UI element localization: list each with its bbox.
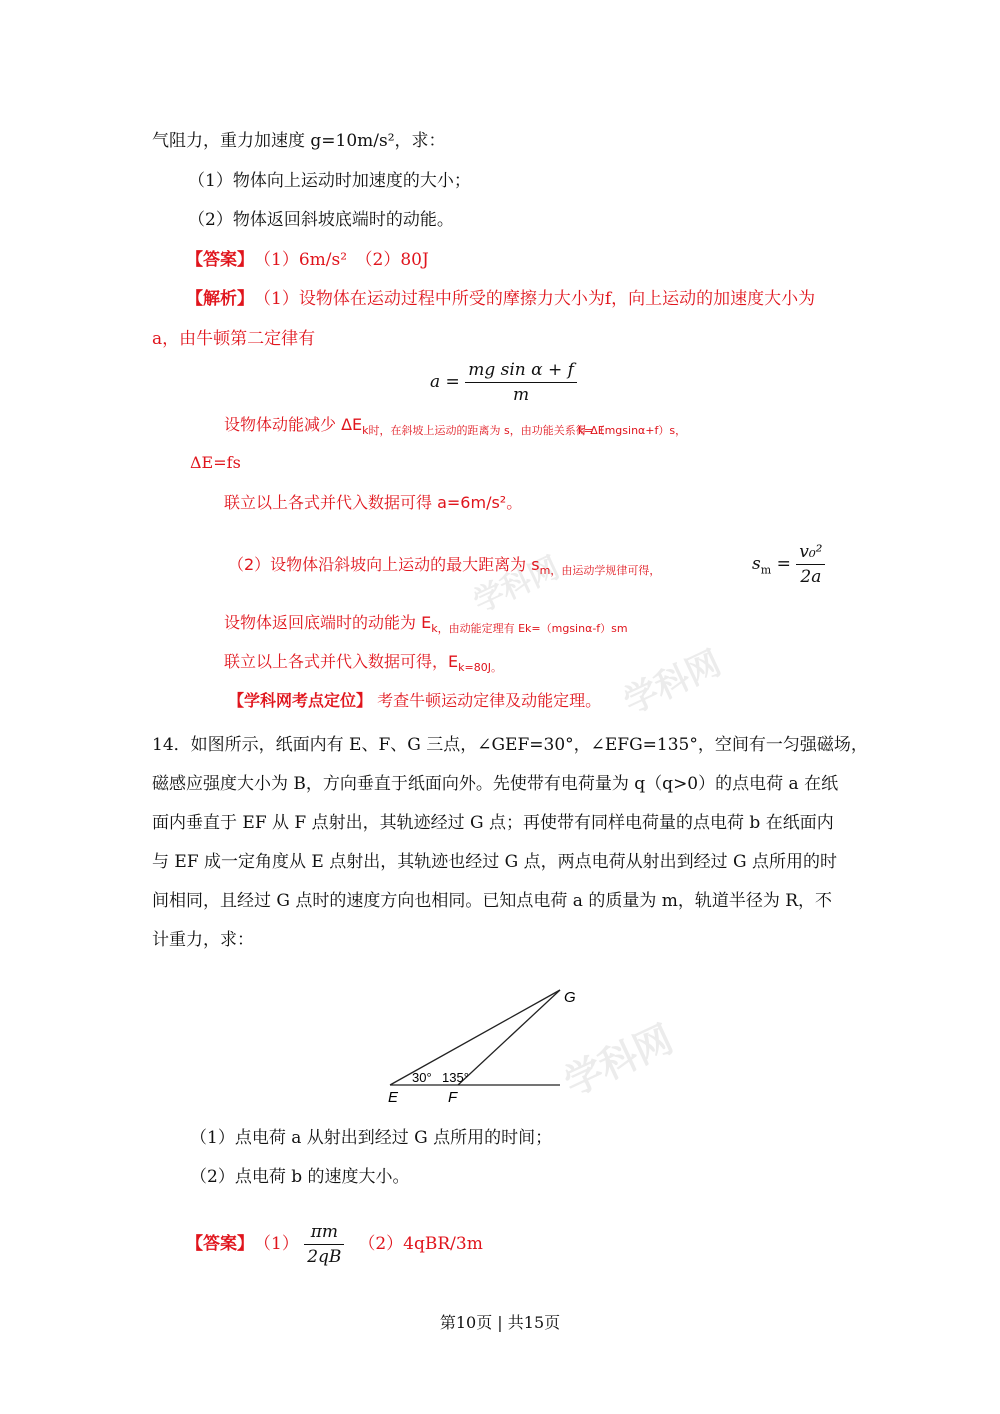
analysis-line: 联立以上各式并代入数据可得 a=6m/s²。	[224, 493, 523, 512]
analysis-text: m	[616, 622, 628, 636]
analysis-line	[578, 413, 686, 437]
eq2-sub: m	[760, 563, 772, 577]
watermark: 学科网	[468, 550, 565, 621]
angle-F-label: 135°	[442, 1070, 469, 1085]
eq1-denominator: m	[513, 385, 530, 405]
watermark: 学科网	[617, 642, 728, 723]
answer-text: （2）4qBR/3m	[366, 1234, 483, 1254]
eq1-lhs: a =	[430, 372, 460, 392]
eq2-fraction	[796, 540, 825, 589]
watermark: 学科网	[557, 1016, 680, 1105]
eq2-lhs: s	[752, 554, 761, 574]
equation-1	[430, 358, 577, 407]
analysis-text: k，由动能定理有 E	[431, 622, 526, 636]
analysis-line	[186, 287, 815, 311]
analysis-text: 设物体动能减少 ΔE	[224, 415, 363, 434]
knowledge-tag: 【学科网考点定位】	[228, 691, 373, 710]
analysis-line: ΔE=fs	[190, 453, 241, 472]
label-E: E	[388, 1089, 399, 1105]
analysis-text: k=（mgsinα+f）s，	[578, 424, 687, 438]
eq1-fraction	[465, 358, 577, 407]
page-footer: 第10页 | 共15页	[439, 1313, 561, 1332]
knowledge-text: 考查牛顿运动定律及动能定理。	[377, 691, 602, 710]
eq1-numerator: mg sin α + f	[465, 358, 577, 383]
analysis-text: （2）设物体沿斜坡向上运动的最大距离为 s	[228, 555, 540, 574]
analysis-text: m，由运动学规律可得，	[539, 564, 661, 578]
analysis-tag: 【解析】	[186, 289, 246, 309]
question-line: 气阻力，重力加速度 g=10m/s²，求：	[152, 131, 446, 151]
line-FG	[458, 990, 560, 1085]
question-line: 与 EF 成一定角度从 E 点射出，其轨迹也经过 G 点，两点电荷从射出到经过 G 点所用的时	[152, 852, 838, 872]
question-line: （2）物体返回斜坡底端时的动能。	[188, 210, 454, 230]
eq2-equals: =	[771, 554, 791, 574]
answer-tag: 【答案】	[186, 1234, 246, 1254]
analysis-line	[228, 553, 660, 577]
answer-tag: 【答案】	[186, 250, 246, 270]
geometry-figure	[380, 980, 600, 1105]
sub-question: （2）点电荷 b 的速度大小。	[190, 1167, 410, 1187]
label-F: F	[448, 1089, 458, 1105]
question-line: 间相同，且经过 G 点时的速度方向也相同。已知点电荷 a 的质量为 m，轨道半径为 R，不	[152, 891, 833, 911]
label-G: G	[564, 989, 576, 1006]
analysis-line	[224, 611, 628, 635]
analysis-text: k=80J。	[458, 661, 502, 675]
knowledge-point	[228, 689, 601, 713]
question-line: （1）物体向上运动时加速度的大小；	[188, 171, 471, 191]
eq2-numerator: v₀²	[796, 540, 825, 565]
answer-denominator: 2qB	[307, 1247, 342, 1267]
answer-text: （1）	[262, 1234, 299, 1254]
analysis-line	[224, 650, 502, 674]
equation-2	[752, 540, 825, 589]
answer-line	[186, 1220, 483, 1269]
answer-fraction	[304, 1220, 344, 1269]
analysis-text: k时，在斜坡上运动的距离为 s，由功能关系得 ΔE	[362, 424, 605, 438]
answer-numerator: πm	[304, 1220, 344, 1245]
answer-line	[186, 248, 429, 272]
analysis-line: a，由牛顿第二定律有	[152, 329, 316, 349]
question-line: 14．如图所示，纸面内有 E、F、G 三点，∠GEF=30°，∠EFG=135°，空间有一匀强磁场，	[152, 735, 868, 755]
analysis-text: 设物体返回底端时的动能为 E	[224, 613, 432, 632]
eq2-denominator: 2a	[800, 567, 822, 587]
question-line: 磁感应强度大小为 B，方向垂直于纸面向外。先使带有电荷量为 q（q>0）的点电荷 a 在纸	[152, 774, 839, 794]
sub-question: （1）点电荷 a 从射出到经过 G 点所用的时间；	[190, 1128, 553, 1148]
question-line: 计重力，求：	[152, 930, 254, 950]
analysis-text: 联立以上各式并代入数据可得，E	[224, 652, 459, 671]
question-line: 面内垂直于 EF 从 F 点射出，其轨迹经过 G 点；再使带有同样电荷量的点电荷 b 在纸面内	[152, 813, 834, 833]
analysis-text: k=（mgsinα-f）s	[525, 622, 617, 636]
analysis-line	[224, 413, 605, 437]
answer-text: （1）6m/s² （2）80J	[262, 250, 429, 270]
angle-E-label: 30°	[412, 1070, 432, 1085]
analysis-text: （1）设物体在运动过程中所受的摩擦力大小为f，向上运动的加速度大小为	[262, 289, 816, 309]
